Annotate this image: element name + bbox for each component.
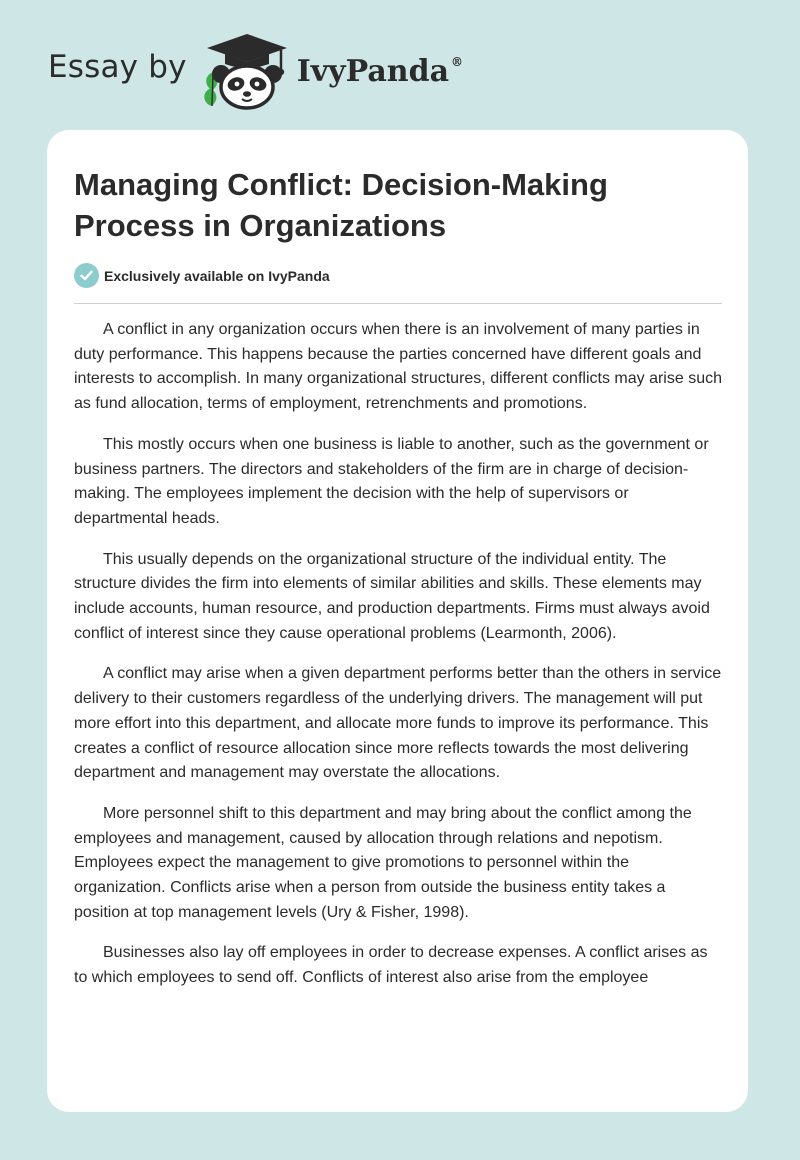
- panda-graduate-logo-icon[interactable]: [201, 32, 293, 112]
- paragraph: This mostly occurs when one business is liable to another, such as the government or business partners. The directors and stakeholders of the firm are in charge of decision-making. The employees implement the decision with the help of supervisors or departmental heads.: [74, 435, 709, 527]
- divider: [74, 303, 722, 304]
- brand-name[interactable]: IvyPanda ®: [296, 53, 464, 89]
- site-header: [48, 32, 463, 112]
- check-circle-icon: [74, 263, 99, 288]
- paragraph: A conflict may arise when a given department performs better than the others in service delivery to their customers regardless of the underlying drivers. The management will put more effort into this department, and allocate more funds to improve its performance. This creates a conflict of resource allocation since more reflects towards the most delivering department and management may overstate the allocations.: [74, 665, 722, 782]
- exclusive-badge: [74, 263, 330, 288]
- exclusive-text: Exclusively available on IvyPanda: [104, 267, 330, 284]
- paragraph: A conflict in any organization occurs when there is an involvement of many parties in duty performance. This happens because the parties concerned have different goals and interests to accomplish. In many organizational structures, different conflicts may arise such as fund allocation, terms of employment, retrenchments and promotions.: [74, 321, 722, 413]
- paragraph: More personnel shift to this department and may bring about the conflict among the employees and management, caused by allocation through relations and nepotism. Employees expect the management to give promotions to personnel within the organization. Conflicts arise when a person from outside the business entity takes a position at top management levels (Ury & Fisher, 1998).: [74, 804, 692, 921]
- page-title: Managing Conflict: Decision-Making Process in Organizations: [74, 167, 608, 243]
- essay-by-label: Essay by: [48, 49, 187, 85]
- essay-body: [74, 318, 722, 1078]
- registered-mark: ®: [451, 54, 464, 69]
- paragraph: Businesses also lay off employees in order to decrease expenses. A conflict arises as to which employees to send off. Conflicts of interest also arise from the employee: [74, 944, 708, 987]
- paragraph: This usually depends on the organizational structure of the individual entity. The structure divides the firm into elements of similar abilities and skills. These elements may include accounts, human resource, and production departments. Firms must always avoid conflict of interest since they cause operational problems (Learmonth, 2006).: [74, 550, 710, 642]
- essay-card: [47, 130, 748, 1112]
